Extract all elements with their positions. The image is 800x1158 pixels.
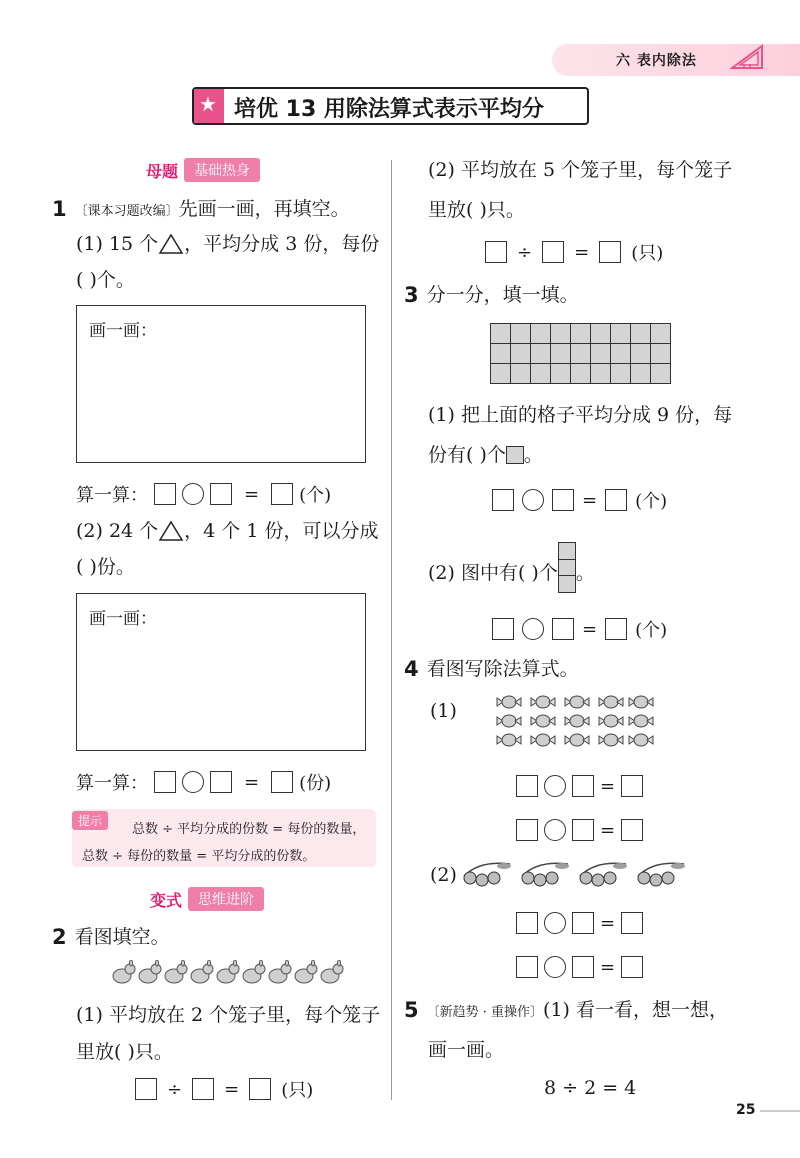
section-head-label: 变式	[150, 890, 183, 910]
answer-box[interactable]	[154, 771, 176, 793]
q1-part2-equation: 算一算： = (份)	[76, 771, 332, 794]
cherry-bunch-icon	[522, 863, 569, 886]
rabbits-picture	[110, 960, 348, 986]
answer-box[interactable]	[492, 618, 514, 640]
rabbit-icon	[139, 960, 161, 983]
answer-box[interactable]	[572, 819, 594, 841]
q2-part1-equation: ÷ = (只)	[135, 1076, 313, 1102]
grid-cell	[631, 364, 651, 384]
operator-circle[interactable]	[544, 775, 566, 797]
rabbit-icon	[191, 960, 213, 983]
operator-circle[interactable]	[544, 956, 566, 978]
single-cell-icon	[506, 446, 524, 464]
answer-box[interactable]	[605, 618, 627, 640]
q4-part2-equation-1: =	[516, 912, 643, 934]
question-2-stem	[52, 925, 170, 949]
section-head-label: 母题	[146, 161, 179, 181]
q4-part1-equation-1: =	[516, 775, 643, 797]
question-tag: 〔课本习题改编〕	[74, 203, 179, 219]
question-number: 1	[52, 197, 67, 221]
grid-cell	[571, 324, 591, 344]
hint-line-2: 总数 ÷ 每份的数量 = 平均分成的份数。	[82, 849, 316, 864]
operator-circle[interactable]	[544, 819, 566, 841]
q2-part2-equation: ÷ = (只)	[485, 239, 663, 265]
grid-cell	[551, 344, 571, 364]
question-tag: 〔新趋势 · 重操作〕	[426, 1004, 544, 1020]
question-3-stem	[404, 283, 579, 307]
grid-cell	[511, 324, 531, 344]
q4-part2-label: (2)	[430, 864, 457, 886]
answer-box[interactable]	[210, 771, 232, 793]
q1-part1-line1: (1) 15 个 ，平均分成 3 份，每份	[76, 233, 380, 255]
grid-cell	[651, 344, 671, 364]
grid-cell	[571, 364, 591, 384]
grid-cell	[491, 344, 511, 364]
question-number: 2	[52, 925, 67, 949]
drawing-area-2[interactable]	[76, 593, 366, 751]
answer-box[interactable]	[485, 241, 507, 263]
answer-box[interactable]	[154, 483, 176, 505]
grid-cell	[511, 344, 531, 364]
ruler-icon	[730, 44, 764, 70]
cherry-bunch-icon	[464, 863, 511, 886]
q1-part1-equation: 算一算： = (个)	[76, 483, 332, 506]
answer-box[interactable]	[572, 912, 594, 934]
operator-circle[interactable]	[182, 483, 204, 505]
answer-box[interactable]	[516, 912, 538, 934]
q1-part2-answer-blank[interactable]: ( )份。	[76, 556, 135, 578]
answer-box[interactable]	[249, 1078, 271, 1100]
answer-box[interactable]	[192, 1078, 214, 1100]
operator-circle[interactable]	[522, 489, 544, 511]
grid-cell	[491, 364, 511, 384]
grid-cell	[531, 364, 551, 384]
candy-icon	[497, 696, 653, 708]
q3-part2-equation: = (个)	[492, 616, 667, 642]
question-1-stem	[52, 197, 350, 221]
rabbit-icon	[295, 960, 317, 983]
answer-box[interactable]	[516, 775, 538, 797]
section-pill: 基础热身	[184, 158, 260, 182]
question-number: 5	[404, 998, 419, 1022]
drawing-area-1[interactable]	[76, 305, 366, 463]
grid-cell	[611, 364, 631, 384]
question-text: 先画一画，再填空。	[178, 198, 350, 220]
q4-part2-equation-2: =	[516, 956, 643, 978]
page-number-rule	[760, 1110, 800, 1112]
grid-cell	[551, 364, 571, 384]
answer-box[interactable]	[135, 1078, 157, 1100]
grid-cell	[631, 324, 651, 344]
lesson-title: 培优 13 用除法算式表示平均分	[234, 97, 544, 122]
chapter-title: 六 表内除法	[616, 53, 697, 69]
rabbit-icon	[269, 960, 291, 983]
answer-box[interactable]	[492, 489, 514, 511]
answer-box[interactable]	[271, 483, 293, 505]
q2-part2-line2[interactable]: 里放( )只。	[428, 199, 525, 221]
grid-cell	[591, 364, 611, 384]
star-icon: ★	[199, 92, 217, 116]
rabbit-icon	[217, 960, 239, 983]
grid-cell	[551, 324, 571, 344]
q3-part1-line1: (1) 把上面的格子平均分成 9 份，每	[428, 404, 733, 426]
section-heading-advanced	[150, 887, 264, 911]
answer-box[interactable]	[599, 241, 621, 263]
candy-icon	[497, 734, 653, 746]
section-pill: 思维进阶	[188, 887, 264, 911]
triangle-icon	[158, 233, 184, 255]
grid-cell	[531, 324, 551, 344]
column-divider	[391, 160, 392, 1100]
answer-box[interactable]	[621, 912, 643, 934]
rabbit-icon	[243, 960, 265, 983]
answer-box[interactable]	[271, 771, 293, 793]
cherry-bunch-icon	[638, 863, 685, 886]
answer-box[interactable]	[552, 618, 574, 640]
q5-formula: 8 ÷ 2 = 4	[544, 1077, 637, 1099]
q4-part1-equation-2: =	[516, 819, 643, 841]
grid-cell	[511, 364, 531, 384]
rabbit-icon	[165, 960, 187, 983]
grid-cell	[591, 324, 611, 344]
grid-cell	[531, 344, 551, 364]
q2-part1-line1: (1) 平均放在 2 个笼子里，每个笼子	[76, 1004, 381, 1026]
question-5-stem	[404, 998, 728, 1022]
answer-box[interactable]	[621, 956, 643, 978]
answer-box[interactable]	[621, 819, 643, 841]
cherry-bunch-icon	[580, 863, 627, 886]
rabbit-icon	[113, 960, 135, 983]
grid-cell	[631, 344, 651, 364]
q3-part1-equation: = (个)	[492, 487, 667, 513]
operator-circle[interactable]	[182, 771, 204, 793]
candies-picture	[495, 694, 655, 750]
hint-line-1: 总数 ÷ 平均分成的份数 = 每份的数量，	[132, 822, 366, 837]
question-text: 看图填空。	[74, 926, 170, 948]
answer-box[interactable]	[621, 775, 643, 797]
operator-circle[interactable]	[544, 912, 566, 934]
rabbit-icon	[321, 960, 343, 983]
operator-circle[interactable]	[522, 618, 544, 640]
question-text: 分一分，填一填。	[426, 284, 579, 306]
question-number: 3	[404, 283, 419, 307]
q1-part1-answer-blank[interactable]: ( )个。	[76, 269, 135, 291]
answer-box[interactable]	[542, 241, 564, 263]
cherries-picture	[460, 858, 690, 890]
answer-box[interactable]	[552, 489, 574, 511]
q1-part2-line1: (2) 24 个 ，4 个 1 份，可以分成	[76, 520, 379, 542]
answer-box[interactable]	[572, 956, 594, 978]
grid-cell	[591, 344, 611, 364]
q2-part1-line2[interactable]: 里放( )只。	[76, 1041, 173, 1063]
section-heading-basic	[146, 158, 260, 182]
q3-part1-line2: 份有( )个 。	[428, 444, 543, 466]
grid-cell	[651, 324, 671, 344]
question-number: 4	[404, 657, 419, 681]
grid-cell	[611, 344, 631, 364]
candy-icon	[497, 715, 653, 727]
q2-part2-line1: (2) 平均放在 5 个笼子里，每个笼子	[428, 159, 733, 181]
drawing-label: 画一画：	[89, 609, 157, 629]
q5-line2: 画一画。	[428, 1039, 505, 1061]
answer-box[interactable]	[516, 819, 538, 841]
answer-box[interactable]	[605, 489, 627, 511]
answer-box[interactable]	[516, 956, 538, 978]
question-text: (1) 看一看，想一想，	[543, 999, 728, 1021]
grid-cell	[611, 324, 631, 344]
grid-cell	[651, 364, 671, 384]
answer-box[interactable]	[572, 775, 594, 797]
drawing-label: 画一画：	[89, 321, 157, 341]
page-number: 25	[736, 1102, 756, 1118]
vertical-cells-icon	[558, 542, 576, 593]
hint-tag: 提示	[72, 811, 108, 830]
grid-cell	[571, 344, 591, 364]
question-text: 看图写除法算式。	[426, 658, 579, 680]
triangle-icon	[158, 520, 184, 542]
grid-cell	[491, 324, 511, 344]
gray-grid	[490, 323, 671, 384]
answer-box[interactable]	[210, 483, 232, 505]
q4-part1-label: (1)	[430, 700, 457, 722]
q3-part2-line: (2) 图中有( )个 。	[428, 552, 595, 593]
question-4-stem	[404, 657, 579, 681]
